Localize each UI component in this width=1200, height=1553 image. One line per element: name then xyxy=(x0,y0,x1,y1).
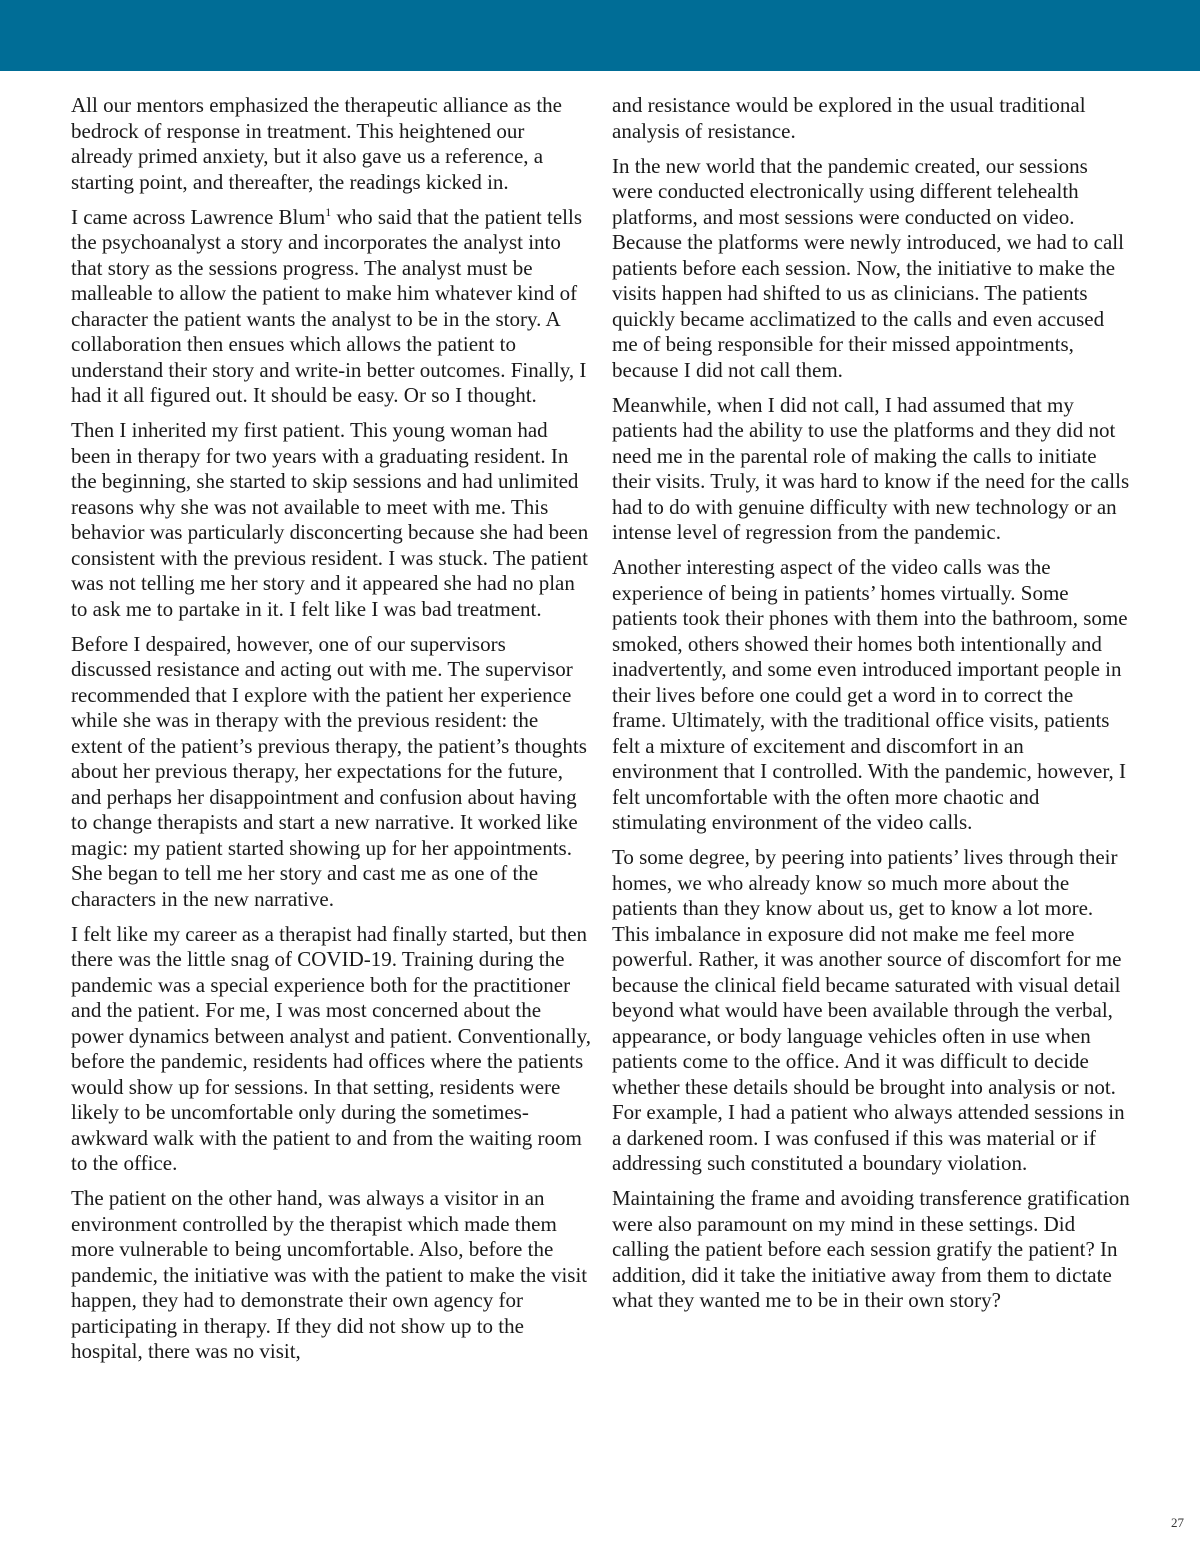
right-paragraph-4: Another interesting aspect of the video calls was the experience of being in patients’ homes virtually. Some patients took their phones with them into the bathroom, some smoked, others showed their homes both intentionally and inadvertently, and some even introduced important people in their lives before one could get a word in to correct the frame. Ultimately, with the traditional office visits, patients felt a mixture of excitement and discomfort in an environment that I controlled. With the pandemic, however, I felt uncomfortable with the often more chaotic and stimulating environment of the video calls. xyxy=(612,555,1128,834)
right-paragraph-3: Meanwhile, when I did not call, I had assumed that my patients had the ability to use the platforms and they did not need me in the parental role of making the calls to initiate their visits. Truly, it was hard to know if the need for the calls had to do with genuine difficulty with new technology or an intense level of regression from the pandemic. xyxy=(612,392,1130,544)
right-paragraph-2: In the new world that the pandemic created, our sessions were conducted electronically using different telehealth platforms, and most sessions were conducted on video. Because the platforms were newly introduced, we had to call patients before each session. Now, the initiative to make the visits happen had shifted to us as clinicians. The patients quickly became acclimatized to the calls and even accused me of being responsible for their missed appointments, because I did not call them. xyxy=(612,153,1124,382)
left-paragraph-2-start: I came across Lawrence Blum xyxy=(71,204,326,229)
left-paragraph-3: Then I inherited my first patient. This young woman had been in therapy for two years with a graduating resident. In the beginning, she started to skip sessions and had unlimited reasons why she was not available to meet with me. This behavior was particularly disconcerting because she had been consistent with the previous resident. I was stuck. The patient was not telling me her story and it appeared she had no plan to ask me to partake in it. I felt like I was bad treatment. xyxy=(71,418,589,621)
right-paragraph-1: and resistance would be explored in the usual traditional analysis of resistance. xyxy=(612,93,1086,143)
right-column xyxy=(612,93,1132,1323)
page-number: 27 xyxy=(1171,1515,1184,1530)
left-paragraph-4: Before I despaired, however, one of our supervisors discussed resistance and acting out with me. The supervisor recommended that I explore with the patient her experience while she was in therapy with the previous resident: the extent of the patient’s previous therapy, the patient’s thoughts about her previous therapy, her expectations for the future, and perhaps her disappointment and confusion about having to change therapists and start a new narrative. It worked like magic: my patient started showing up for her appointments. She began to tell me her story and cast me as one of the characters in the new narrative. xyxy=(71,631,587,911)
right-paragraph-6: Maintaining the frame and avoiding transference gratification were also paramount on my mind in these settings. Did calling the patient before each session gratify the patient? In addition, did it take the initiative away from them to dictate what they wanted me to be in their own story? xyxy=(612,1186,1130,1312)
left-paragraph-6: The patient on the other hand, was always a visitor in an environment controlled by the therapist which made them more vulnerable to being uncomfortable. Also, before the pandemic, the initiative was with the patient to make the visit happen, they had to demonstrate their own agency for participating in therapy. If they did not show up to the hospital, there was no visit, xyxy=(71,1186,588,1363)
left-paragraph-2-rest: who said that the patient tells the psychoanalyst a story and incorporates the analyst into that story as the sessions progress. The analyst must be malleable to allow the patient to make him whatever kind of character the patient wants the analyst to be in the story. A collaboration then ensues which allows the patient to understand their story and write-in better outcomes. Finally, I had it all figured out. It should be easy. Or so I thought. xyxy=(71,204,587,407)
left-paragraph-2 xyxy=(71,205,591,409)
left-paragraph-1: All our mentors emphasized the therapeutic alliance as the bedrock of response in treatment. This heightened our already primed anxiety, but it also gave us a reference, a starting point, and thereafter, the readings kicked in. xyxy=(71,93,562,194)
right-paragraph-5: To some degree, by peering into patients’ lives through their homes, we who already know so much more about the patients than they know about us, get to know a lot more. This imbalance in exposure did not make me feel more powerful. Rather, it was another source of discomfort for me because the clinical field became saturated with visual detail beyond what would have been available through the verbal, appearance, or body language vehicles often in use when patients come to the office. And it was difficult to decide whether these details should be brought into analysis or not. For example, I had a patient who always attended sessions in a darkened room. I was confused if this was material or if addressing such constituted a boundary violation. xyxy=(612,845,1125,1175)
header-band xyxy=(0,0,1200,71)
left-paragraph-5: I felt like my career as a therapist had finally started, but then there was the little snag of COVID-19. Training during the pandemic was a special experience both for the practitioner and the patient. For me, I was most concerned about the power dynamics between analyst and patient. Conventionally, before the pandemic, residents had offices where the patients would show up for sessions. In that setting, residents were likely to be uncomfortable only during the sometimes-awkward walk with the patient to and from the waiting room to the office. xyxy=(71,921,591,1175)
left-column xyxy=(71,93,591,1374)
footnote-marker: 1 xyxy=(325,204,332,219)
